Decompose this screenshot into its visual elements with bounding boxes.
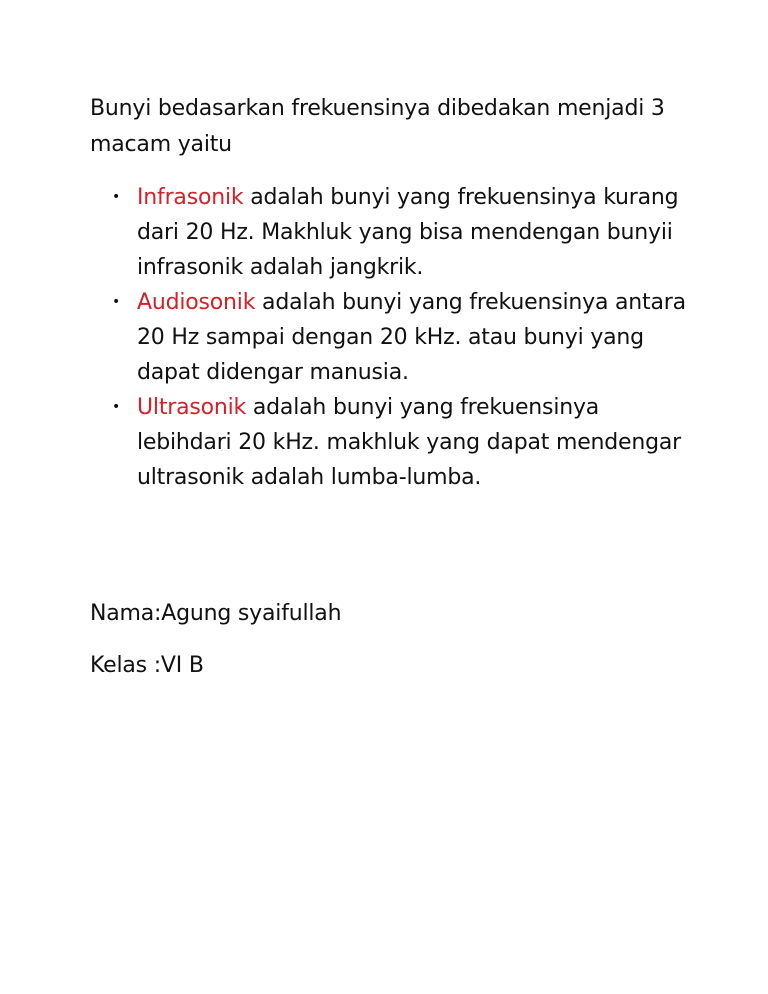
term-ultrasonik: Ultrasonik bbox=[137, 395, 247, 420]
bullet-icon: • bbox=[112, 294, 121, 310]
list-item-ultrasonik bbox=[90, 390, 690, 495]
bullet-icon: • bbox=[112, 399, 121, 415]
definition-infrasonik: adalah bunyi yang frekuensinya kurang dari 20 Hz. Makhluk yang bisa mendengan bunyii infrasonik adalah jangkrik. bbox=[137, 185, 679, 280]
bullet-icon: • bbox=[112, 189, 121, 205]
list-item-infrasonik bbox=[90, 180, 690, 285]
list-item-audiosonik bbox=[90, 285, 690, 390]
student-class: Kelas :VI B bbox=[90, 653, 204, 678]
term-audiosonik: Audiosonik bbox=[137, 290, 256, 315]
student-name: Nama:Agung syaifullah bbox=[90, 601, 342, 626]
intro-paragraph: Bunyi bedasarkan frekuensinya dibedakan menjadi 3 macam yaitu bbox=[90, 96, 665, 157]
definition-audiosonik: adalah bunyi yang frekuensinya antara 20 Hz sampai dengan 20 kHz. atau bunyi yang dapat didengar manusia. bbox=[137, 290, 686, 385]
definition-ultrasonik: adalah bunyi yang frekuensinya lebihdari 20 kHz. makhluk yang dapat mendengar ultrasonik adalah lumba-lumba. bbox=[137, 395, 682, 490]
sound-types-list bbox=[90, 180, 690, 495]
term-infrasonik: Infrasonik bbox=[137, 185, 244, 210]
